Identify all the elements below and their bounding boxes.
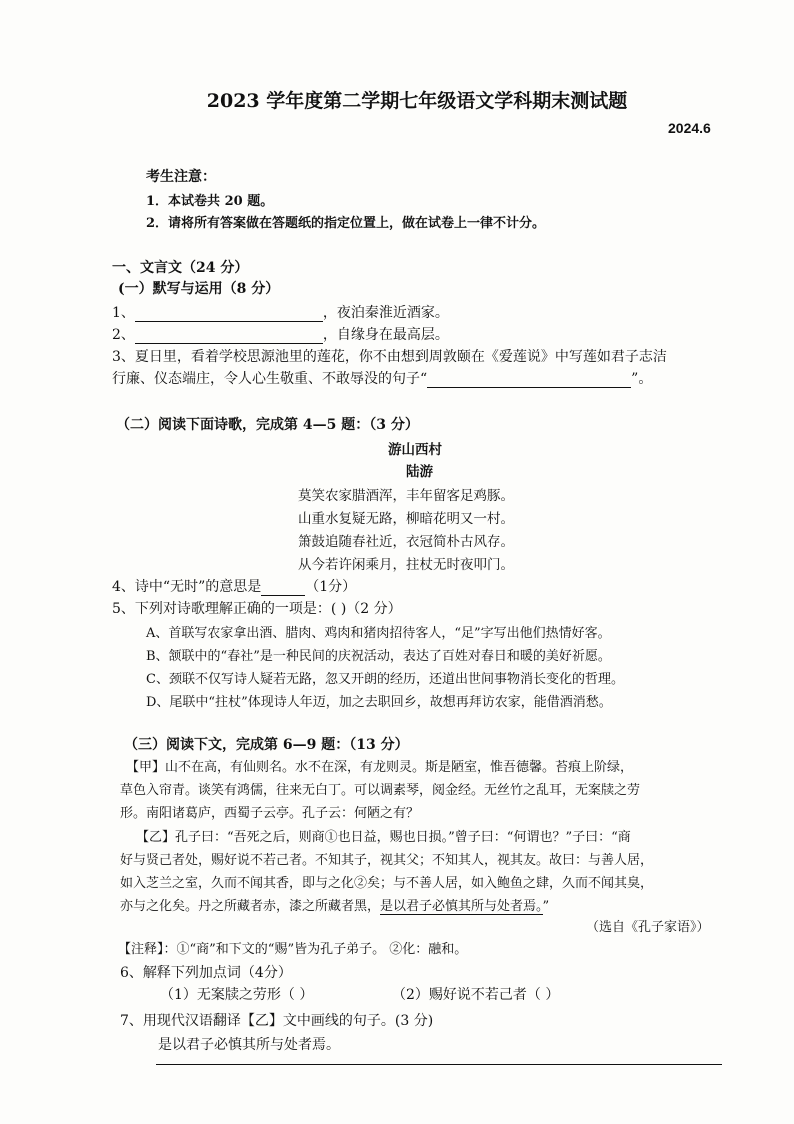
yi-text: 亦与之化矣。丹之所藏者赤，漆之所藏者黑， [120,899,381,914]
passage-yi-line [120,895,549,914]
passage-source: （选自《孔子家语》） [586,920,710,935]
q4-blank [261,581,305,596]
poem-line: 箫鼓追随春社近，衣冠简朴古风存。 [298,534,514,550]
question-1 [112,302,449,322]
poem-author: 陆游 [406,464,433,480]
question-3-line-2 [112,368,652,388]
q2-text: ，自缘身在最高层。 [322,327,449,343]
q1-text: ，夜泊秦淮近酒家。 [322,305,449,321]
poem-line: 从今若许闲乘月，拄杖无时夜叩门。 [298,557,514,573]
notice-item-2: 2．请将所有答案做在答题纸的指定位置上，做在试卷上一律不计分。 [146,216,546,231]
notice-item-1: 1．本试卷共 20 题。 [146,194,274,209]
poem-line: 莫笑农家腊酒浑，丰年留客足鸡豚。 [298,488,514,504]
poem-title: 游山西村 [388,442,442,458]
poem-line: 山重水复疑无路，柳暗花明又一村。 [298,511,514,527]
yi-close: ” [542,899,550,914]
passage-yi-line: 好与贤己者处，赐好说不若己者。不知其子，视其父；不知其人，视其友。故曰：与善人居， [120,853,654,868]
passage-jia-line: 【甲】山不在高，有仙则名。水不在深，有龙则灵。斯是陋室，惟吾德馨。苔痕上阶绿， [126,760,634,775]
annotation-note: 【注释】：①“商”和下文的“赐”皆为孔子弟子。 ②化：融和。 [118,942,468,957]
q3-text: 行廉、仪态端庄，令人心生敬重、不敢辱没的句子“ [112,371,428,387]
q1-number: 1、 [112,305,135,321]
q1-blank [135,307,323,322]
passage-jia-line: 草色入帘青。谈笑有鸿儒，往来无白丁。可以调素琴，阅金经。无丝竹之乱耳，无案牍之劳 [120,783,641,798]
option-b: B、颔联中的“春社”是一种民间的庆祝活动，表达了百姓对春日和暖的美好祈愿。 [146,649,611,664]
question-6: 6、解释下列加点词（4分） [120,965,292,981]
section1-heading: 一、文言文（24 分） [112,260,249,276]
q4-score: （1分） [305,579,357,595]
question-3-line-1: 3、夏日里，看着学校思源池里的莲花，你不由想到周敦颐在《爱莲说》中写莲如君子志洁 [112,349,667,365]
question-7: 7、用现代汉语翻译【乙】文中画线的句子。(3 分) [120,1013,434,1029]
q7-sentence: 是以君子必慎其所与处者焉。 [158,1037,340,1053]
passage-jia-line: 形。南阳诸葛庐，西蜀子云亭。孔子云：何陋之有？ [120,806,420,821]
exam-date: 2024.6 [668,120,711,136]
q6-item-1: （1）无案牍之劳形（ ） [160,987,314,1003]
underlined-sentence: 是以君子必慎其所与处者焉。 [380,899,543,914]
q7-answer-line [156,1064,722,1065]
q6-item-2: （2）赐好说不若己者（ ） [392,987,560,1003]
q2-number: 2、 [112,327,135,343]
part3-heading: （三）阅读下文，完成第 6—9 题：（13 分） [124,737,409,753]
part1-heading: (一）默写与运用（8 分） [118,281,280,297]
passage-yi-line: 如入芝兰之室，久而不闻其香，即与之化②矣；与不善人居，如入鲍鱼之肆，久而不闻其臭， [120,876,654,891]
notice-heading: 考生注意： [146,169,216,185]
q3-close: ”。 [631,371,653,387]
question-4 [112,576,356,596]
q3-blank [427,373,631,388]
q2-blank [135,329,323,344]
q4-text: 4、诗中“无时”的意思是 [112,579,262,595]
question-5: 5、下列对诗歌理解正确的一项是：( )（2 分） [112,601,402,617]
question-2 [112,324,449,344]
part2-heading: （二）阅读下面诗歌，完成第 4—5 题：（3 分） [116,417,419,433]
page-title: 2023 学年度第二学期七年级语文学科期末测试题 [206,90,628,112]
passage-yi-line: 【乙】孔子曰：“吾死之后，则商①也日益，赐也日损。”曾子曰：“何谓也？”子曰：“商 [136,830,631,845]
option-c: C、颈联不仅写诗人疑若无路，忽又开朗的经历，还道出世间事物消长变化的哲理。 [146,672,624,687]
option-d: D、尾联中“拄杖”体现诗人年迈，加之去职回乡，故想再拜访农家，能借酒消愁。 [146,695,612,710]
option-a: A、首联写农家拿出酒、腊肉、鸡肉和猪肉招待客人，“足”字写出他们热情好客。 [146,626,611,641]
